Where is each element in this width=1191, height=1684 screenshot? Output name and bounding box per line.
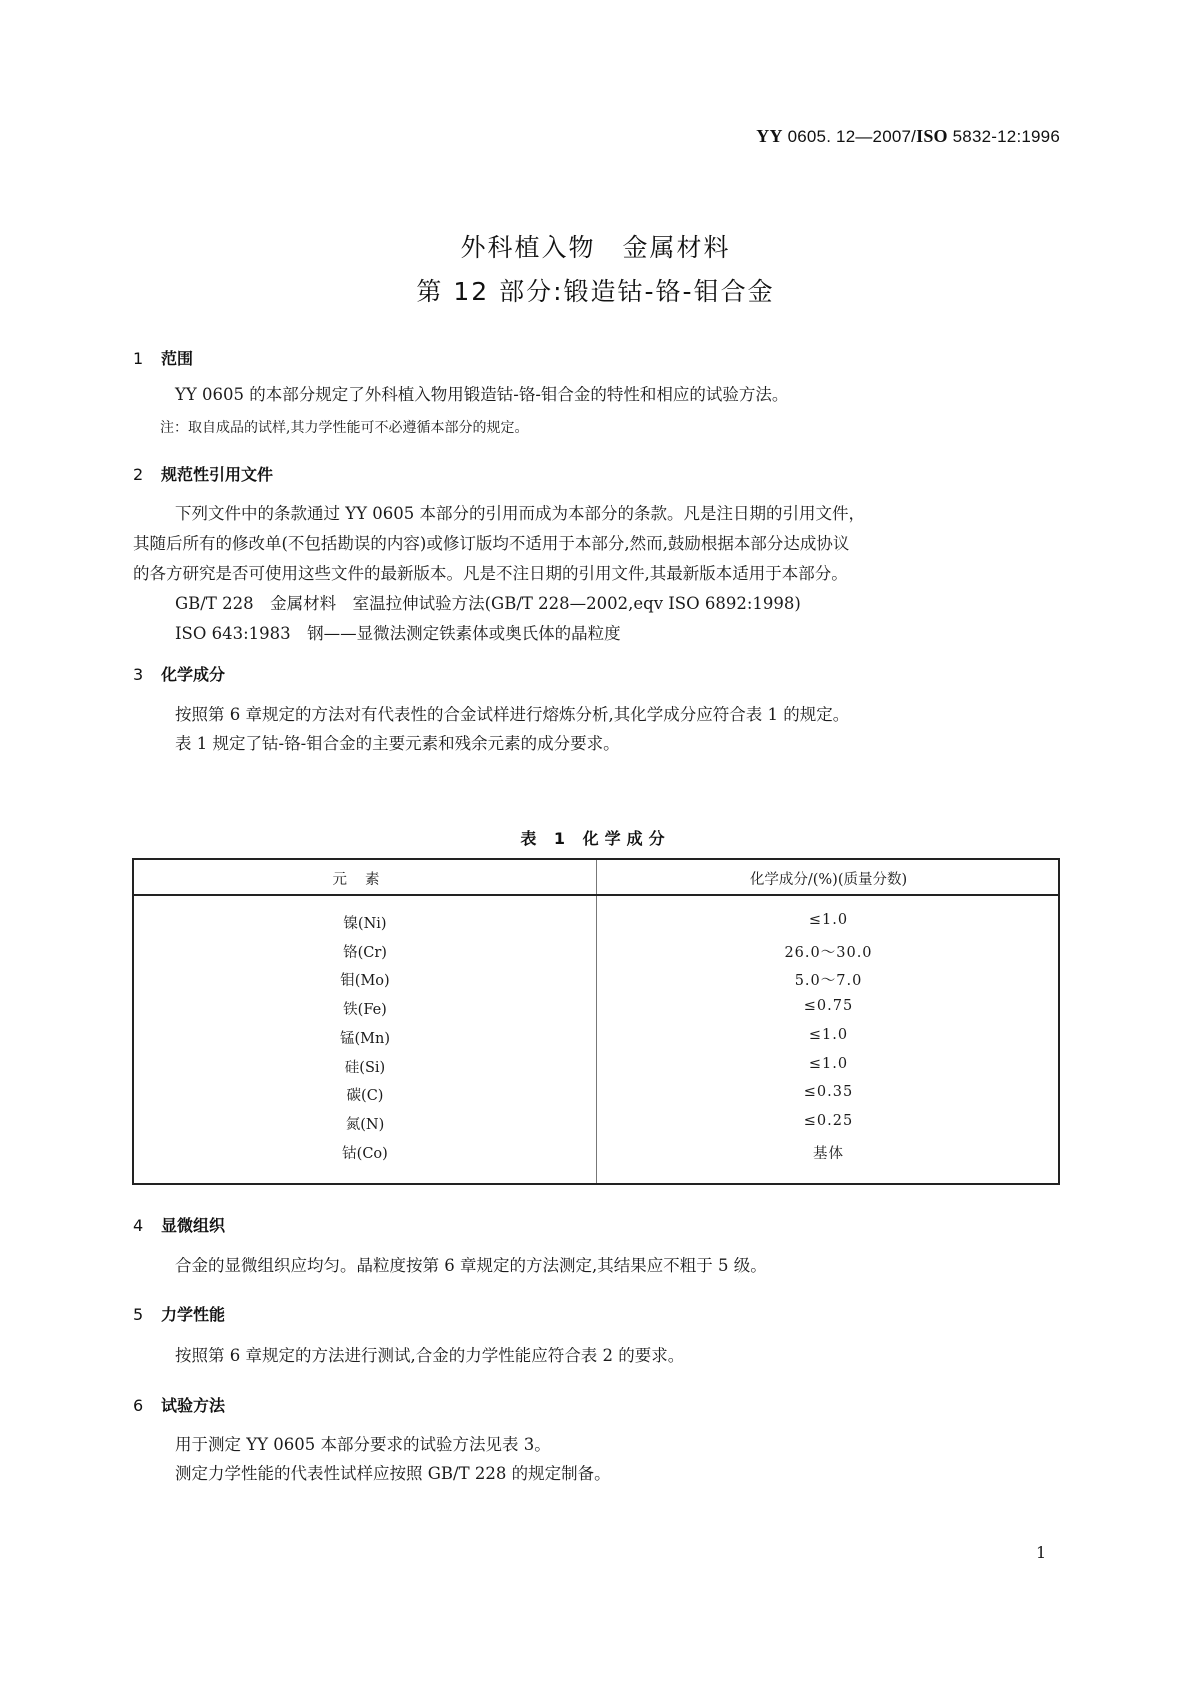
table-row	[134, 998, 1058, 1027]
section-number: 1	[133, 349, 144, 368]
table-row	[134, 941, 1058, 970]
section-number: 5	[133, 1305, 144, 1324]
paragraph: 的各方研究是否可使用这些文件的最新版本。凡是不注日期的引用文件,其最新版本适用于本部分。	[133, 564, 848, 583]
paragraph: 按照第 6 章规定的方法对有代表性的合金试样进行熔炼分析,其化学成分应符合表 1 的规定。	[175, 705, 850, 724]
table-caption: 表 1 化学成分	[520, 829, 671, 848]
element-cell: 碳(C)	[346, 1088, 384, 1105]
section-heading-2	[133, 462, 273, 485]
section-title: 试验方法	[161, 1396, 226, 1415]
value-cell: ≤1.0	[808, 1026, 849, 1043]
table-row	[134, 1027, 1058, 1056]
value-cell: ≤1.0	[808, 1055, 849, 1072]
element-cell: 铬(Cr)	[343, 944, 387, 961]
standard-prefix: YY	[756, 126, 783, 146]
value-cell: 26.0～30.0	[784, 944, 873, 961]
value-cell: ≤1.0	[808, 912, 849, 928]
section-title: 力学性能	[161, 1305, 226, 1324]
section-number: 2	[133, 465, 144, 484]
paragraph: 用于测定 YY 0605 本部分要求的试验方法见表 3。	[175, 1435, 551, 1454]
section-heading-3	[133, 662, 225, 685]
table-row	[134, 1113, 1058, 1142]
element-cell: 锰(Mn)	[340, 1030, 390, 1047]
paragraph: 合金的显微组织应均匀。晶粒度按第 6 章规定的方法测定,其结果应不粗于 5 级。	[175, 1256, 767, 1275]
paragraph: 表 1 规定了钴-铬-钼合金的主要元素和残余元素的成分要求。	[175, 734, 620, 753]
section-heading-4	[133, 1213, 225, 1236]
standard-identifier	[756, 126, 1060, 147]
standard-number: 0605. 12—2007/	[782, 127, 917, 146]
chemical-composition-table	[132, 858, 1060, 1185]
iso-label: ISO	[916, 126, 948, 146]
paragraph: 按照第 6 章规定的方法进行测试,合金的力学性能应符合表 2 的要求。	[175, 1346, 685, 1365]
element-cell: 钴(Co)	[342, 1145, 388, 1162]
table-row	[134, 1056, 1058, 1085]
table-row	[134, 969, 1058, 998]
page-number: 1	[1036, 1543, 1047, 1562]
value-cell: ≤0.75	[803, 998, 854, 1015]
value-cell: 5.0～7.0	[794, 973, 863, 990]
paragraph: 其随后所有的修改单(不包括勘误的内容)或修订版均不适用于本部分,然而,鼓励根据本部分达成协议	[133, 534, 850, 553]
section-number: 3	[133, 665, 144, 684]
note: 注：取自成品的试样,其力学性能可不必遵循本部分的规定。	[160, 420, 529, 436]
iso-number: 5832-12:1996	[947, 127, 1060, 146]
element-cell: 硅(Si)	[344, 1059, 386, 1076]
header-composition: 化学成分/(%)(质量分数)	[749, 872, 908, 888]
section-title: 显微组织	[161, 1216, 226, 1235]
header-element: 元素	[332, 872, 398, 888]
table-row	[134, 1142, 1058, 1171]
paragraph: 测定力学性能的代表性试样应按照 GB/T 228 的规定制备。	[175, 1464, 611, 1483]
section-title: 规范性引用文件	[161, 465, 274, 484]
value-cell: ≤0.25	[803, 1112, 854, 1129]
section-number: 4	[133, 1216, 144, 1235]
section-heading-5	[133, 1302, 225, 1325]
table-header	[134, 860, 1058, 896]
element-cell: 镍(Ni)	[343, 916, 387, 932]
document-title-line2: 第 12 部分:锻造钴-铬-钼合金	[416, 277, 775, 306]
section-heading-6	[133, 1393, 225, 1416]
section-title: 化学成分	[161, 665, 226, 684]
element-cell: 铁(Fe)	[343, 1002, 387, 1019]
reference-item: GB/T 228 金属材料 室温拉伸试验方法(GB/T 228—2002,eqv ISO 6892:1998)	[175, 594, 801, 613]
table-row	[134, 1084, 1058, 1113]
section-number: 6	[133, 1396, 144, 1415]
value-cell: 基体	[813, 1145, 844, 1162]
section-heading-1	[133, 346, 193, 369]
element-cell: 钼(Mo)	[340, 973, 390, 990]
paragraph: 下列文件中的条款通过 YY 0605 本部分的引用而成为本部分的条款。凡是注日期的引用文件，	[175, 504, 866, 523]
section-title: 范围	[161, 349, 194, 368]
reference-item: ISO 643:1983 钢——显微法测定铁素体或奥氏体的晶粒度	[175, 624, 621, 643]
element-cell: 氮(N)	[345, 1116, 385, 1133]
document-title-line1: 外科植入物 金属材料	[460, 233, 731, 262]
value-cell: ≤0.35	[803, 1084, 854, 1101]
paragraph: YY 0605 的本部分规定了外科植入物用锻造钴-铬-钼合金的特性和相应的试验方法。	[175, 385, 789, 404]
table-row	[134, 912, 1058, 941]
